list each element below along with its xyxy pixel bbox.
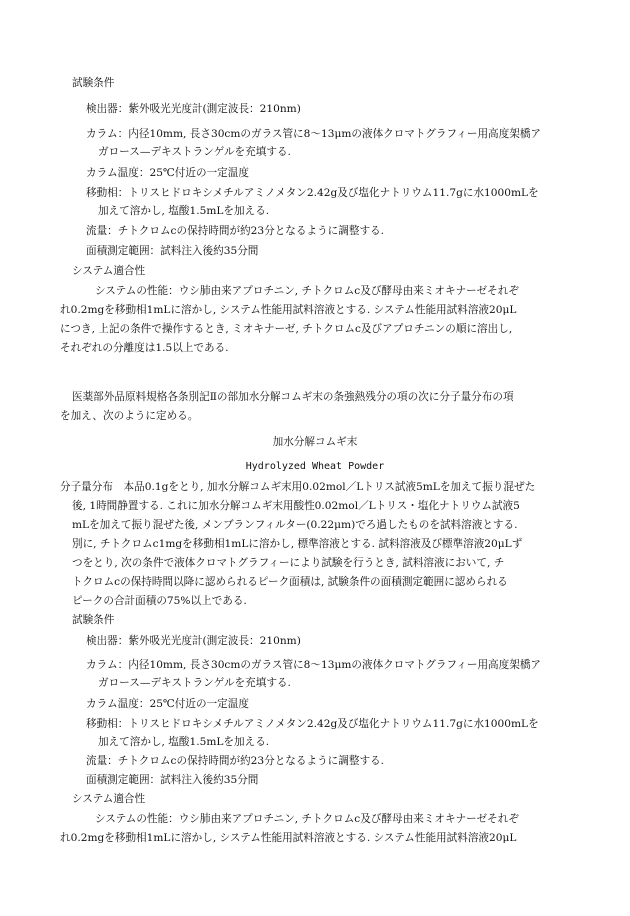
intro-line-1: 医薬部外品原料規格各条別記Ⅱの部加水分解コムギ末の条強熱残分の項の次に分子量分布の項 xyxy=(72,391,514,403)
intro-line-2: を加え、次のように定める。 xyxy=(60,410,199,422)
monograph-title-en: Hydrolyzed Wheat Powder xyxy=(245,461,385,472)
suitability-heading-2: システム適合性 xyxy=(72,793,146,805)
mw-distribution-line-2: 後, 1時間静置する. これに加水分解コムギ末用酸性0.02mol／Lトリス・塩化ナトリウム試液5 xyxy=(72,500,520,512)
conditions-heading: 試験条件 xyxy=(72,77,115,89)
area-range-line: 面積測定範囲：試料注入後約35分間 xyxy=(86,245,259,257)
conditions-heading-2: 試験条件 xyxy=(72,614,115,626)
mw-distribution-line-1: 分子量分布 本品0.1gをとり, 加水分解コムギ末用0.02mol／Lトリス試液5mLを加えて振り混ぜた xyxy=(60,481,536,493)
mw-distribution-line-6: トクロムcの保持時間以降に認められるピーク面積は, 試験条件の面積測定範囲に認められる xyxy=(72,576,508,588)
performance-line-3: につき, 上記の条件で操作するとき, ミオキナーゼ, チトクロムc及びアプロチニンの順に溶出し, xyxy=(60,323,513,335)
detector-line-2: 検出器：紫外吸光光度計(測定波長：210nm) xyxy=(86,635,301,647)
mw-distribution-line-5: つをとり, 次の条件で液体クロマトグラフィーにより試験を行うとき, 試料溶液において, チ xyxy=(72,557,505,569)
column-temp-line: カラム温度：25℃付近の一定温度 xyxy=(86,167,249,179)
column-line-2-2: ガロース—デキストランゲルを充填する. xyxy=(98,677,291,689)
detector-line: 検出器：紫外吸光光度計(測定波長：210nm) xyxy=(86,103,301,115)
mw-distribution-line-4: 別に, チトクロムc1mgを移動相1mLに溶かし, 標準溶液とする. 試料溶液及び標準溶液20μLず xyxy=(72,538,523,550)
flow-rate-line-2: 流量：チトクロムcの保持時間が約23分となるように調整する. xyxy=(86,755,385,767)
column-line-1-2: カラム：内径10mm, 長さ30cmのガラス管に8～13μmの液体クロマトグラフィー用高度架橋ア xyxy=(86,659,542,671)
column-line-2: ガロース—デキストランゲルを充填する. xyxy=(98,146,291,158)
mw-distribution-line-3: mLを加えて振り混ぜた後, メンブランフィルター(0.22μm)でろ過したものを試料溶液とする. xyxy=(72,519,518,531)
performance-line-4: それぞれの分離度は1.5以上である. xyxy=(60,342,229,354)
mobile-phase-line-2: 加えて溶かし, 塩酸1.5mLを加える. xyxy=(98,205,270,217)
performance-line-2-2: れ0.2mgを移動相1mLに溶かし, システム性能用試料溶液とする. システム性能用試料溶液20μL xyxy=(60,832,517,844)
flow-rate-line: 流量：チトクロムcの保持時間が約23分となるように調整する. xyxy=(86,225,385,237)
performance-line-1-2: システムの性能：ウシ肺由来アプロチニン, チトクロムc及び酵母由来ミオキナーゼそれぞ xyxy=(95,813,519,825)
monograph-title-ja: 加水分解コムギ末 xyxy=(272,436,358,448)
mw-distribution-line-7: ピークの合計面積の75%以上である. xyxy=(72,595,247,607)
performance-line-2: れ0.2mgを移動相1mLに溶かし, システム性能用試料溶液とする. システム性能用試料溶液20μL xyxy=(60,304,517,316)
mobile-phase-line-1-2: 移動相：トリスヒドロキシメチルアミノメタン2.42g及び塩化ナトリウム11.7gに水1000mLを xyxy=(86,718,539,730)
suitability-heading: システム適合性 xyxy=(72,265,146,277)
column-temp-line-2: カラム温度：25℃付近の一定温度 xyxy=(86,698,249,710)
column-line-1: カラム：内径10mm, 長さ30cmのガラス管に8～13μmの液体クロマトグラフィー用高度架橋ア xyxy=(86,128,542,140)
mobile-phase-line-1: 移動相：トリスヒドロキシメチルアミノメタン2.42g及び塩化ナトリウム11.7gに水1000mLを xyxy=(86,187,539,199)
area-range-line-2: 面積測定範囲：試料注入後約35分間 xyxy=(86,774,259,786)
performance-line-1: システムの性能：ウシ肺由来アプロチニン, チトクロムc及び酵母由来ミオキナーゼそれぞ xyxy=(95,285,519,297)
mobile-phase-line-2-2: 加えて溶かし, 塩酸1.5mLを加える. xyxy=(98,736,270,748)
